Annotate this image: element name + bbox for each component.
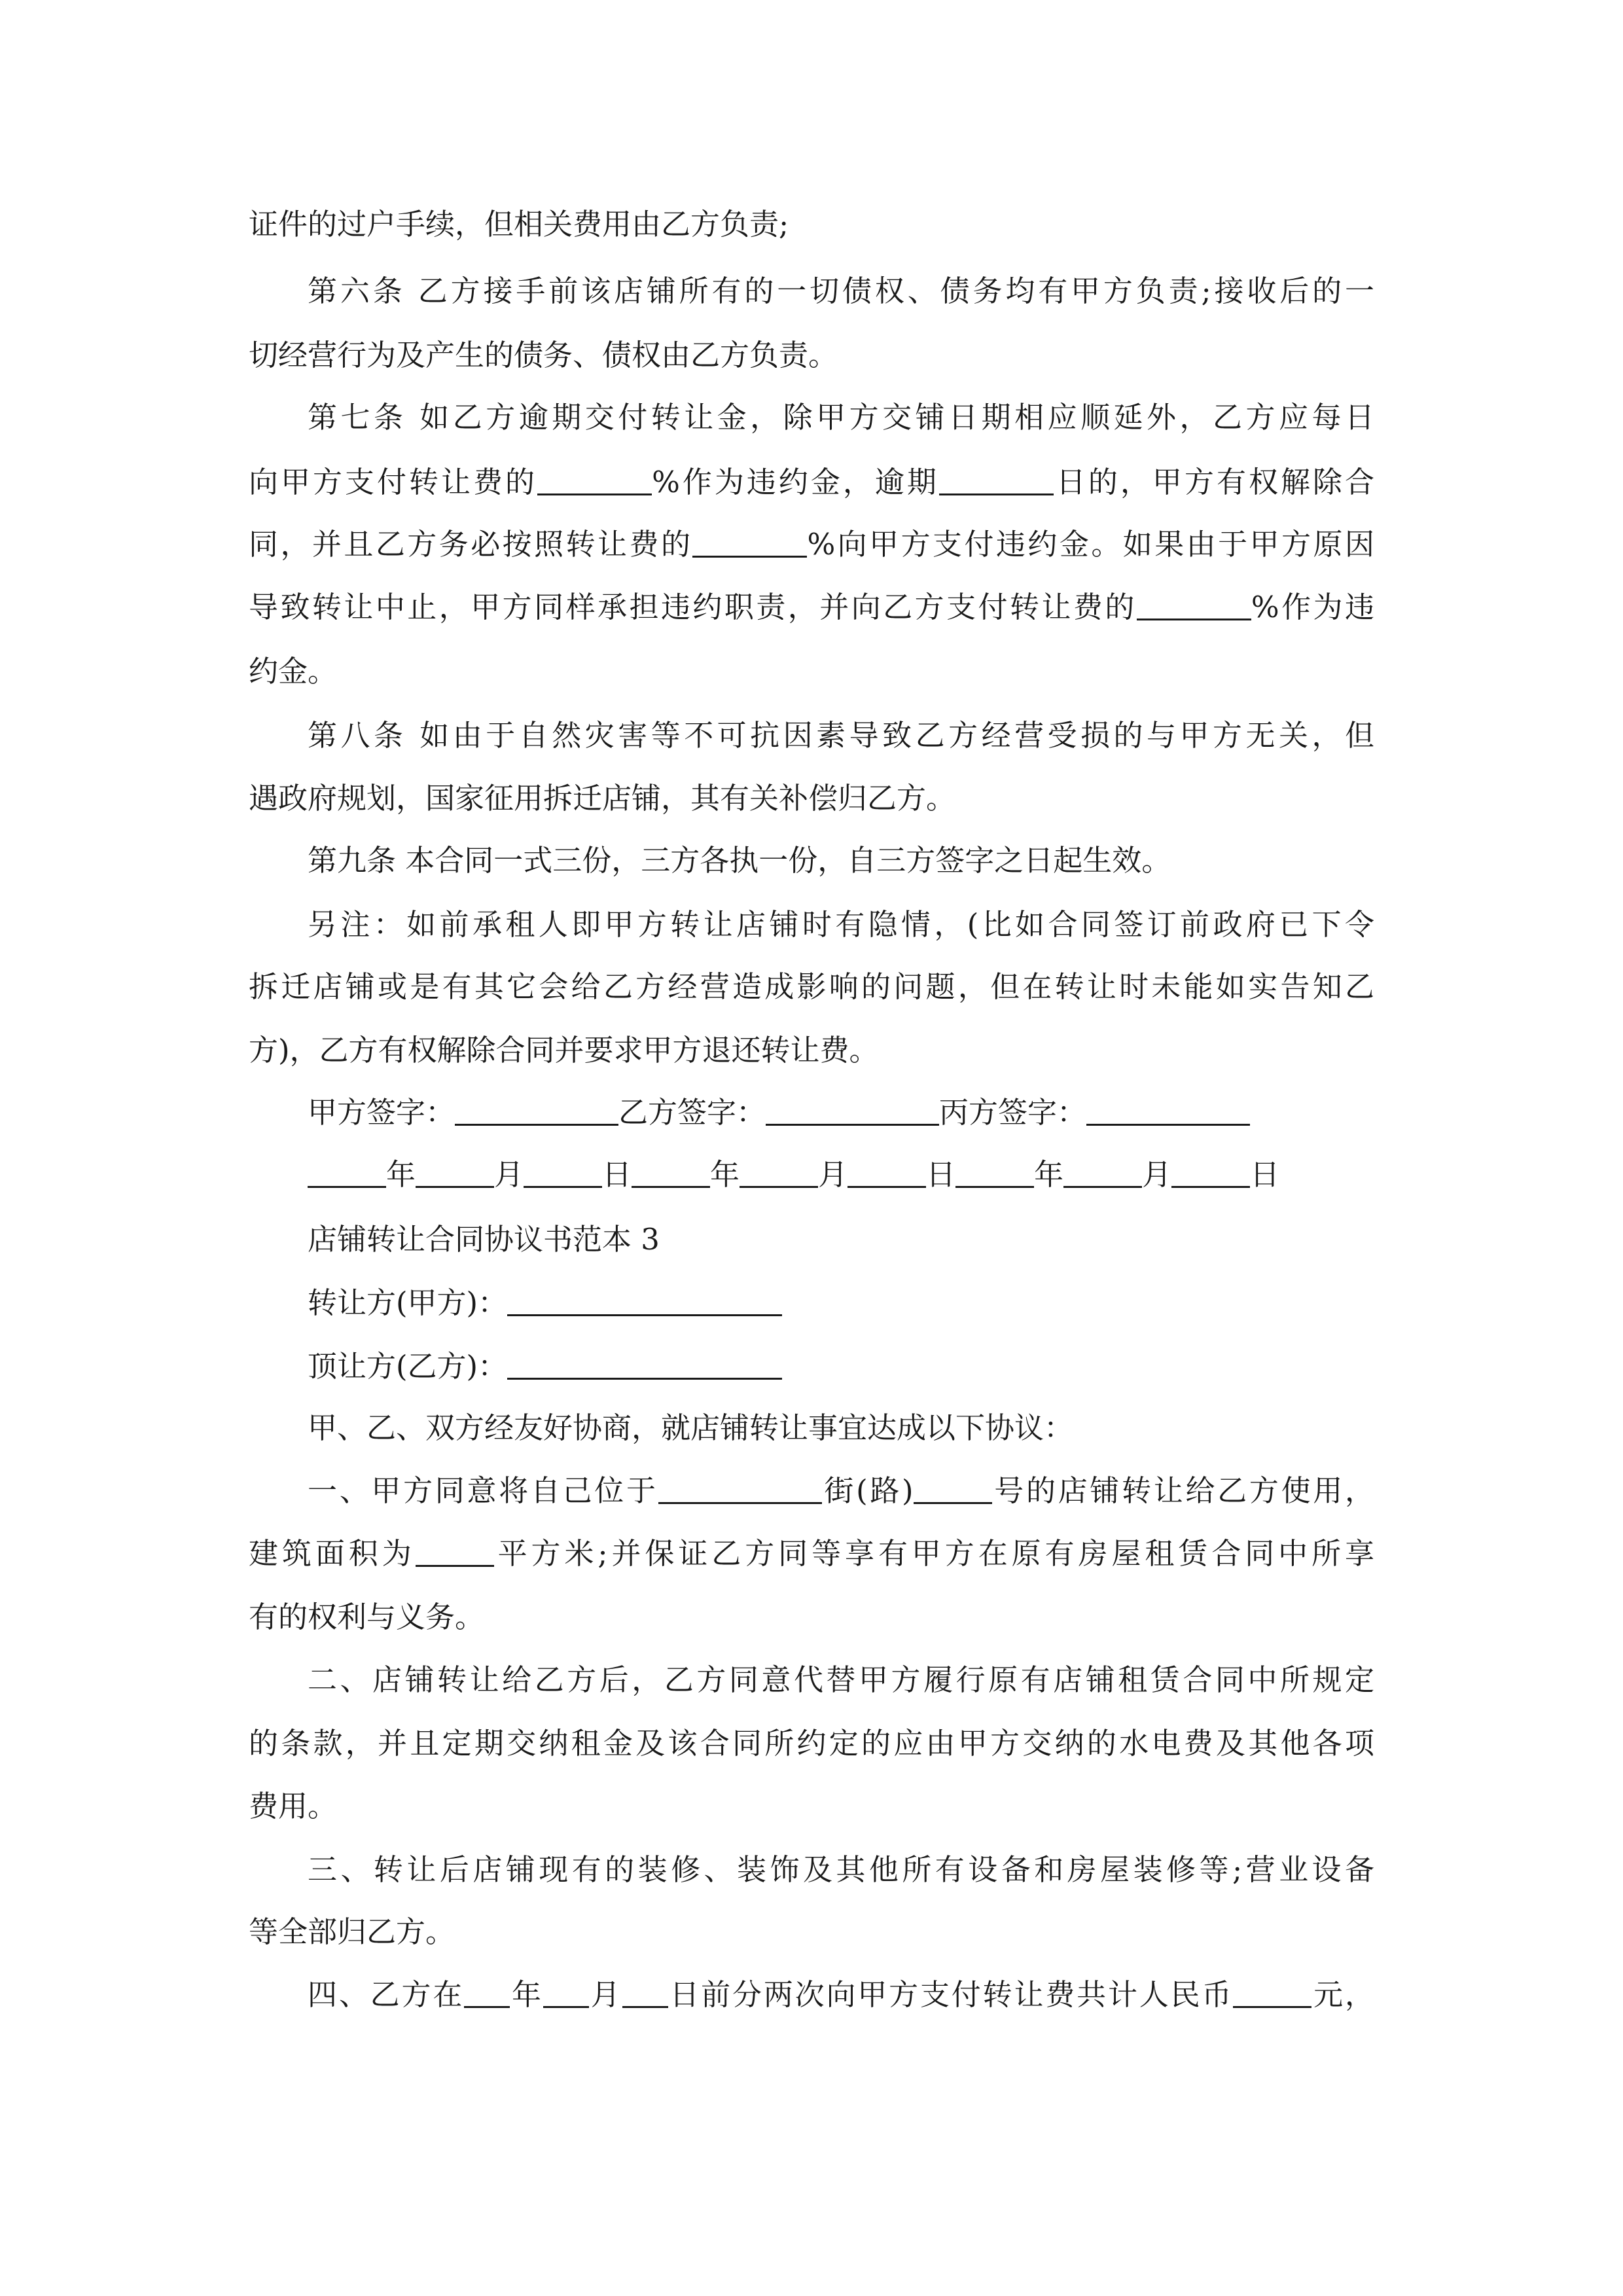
paragraph-text: 甲、乙、双方经友好协商，就店铺转让事宜达成以下协议： xyxy=(308,1410,1074,1445)
fill-blank[interactable] xyxy=(543,1979,589,2009)
text-line xyxy=(0,1272,1623,1335)
clause-3-text: 三、转让后店铺现有的装修、装饰及其他所有设备和房屋装修等;营业设备 xyxy=(308,1852,1374,1887)
paragraph-text: 费用。 xyxy=(249,1789,338,1823)
text-line xyxy=(0,956,1623,1018)
text-line xyxy=(0,451,1623,514)
section-title: 店铺转让合同协议书范本 3 xyxy=(308,1222,660,1257)
fill-blank[interactable] xyxy=(939,466,1054,496)
fill-blank[interactable] xyxy=(740,1158,818,1189)
text-line xyxy=(0,1712,1623,1775)
fill-blank[interactable] xyxy=(692,528,807,558)
text-line xyxy=(0,1839,1623,1901)
text-line xyxy=(0,513,1623,576)
article-6-text: 第六条 乙方接手前该店铺所有的一切债权、债务均有甲方负责;接收后的一 xyxy=(308,274,1374,308)
text-line xyxy=(0,1775,1623,1838)
transferor-row xyxy=(308,1272,782,1335)
fill-blank[interactable] xyxy=(632,1158,710,1189)
date-line xyxy=(0,1143,1623,1206)
text-line xyxy=(0,1586,1623,1649)
text-line xyxy=(0,1964,1623,2026)
fill-blank[interactable] xyxy=(537,466,652,496)
date-row: 年 月 日 年 月 日 年 月 日 xyxy=(308,1143,1279,1206)
fill-blank[interactable] xyxy=(308,1158,386,1189)
transferee-row xyxy=(308,1335,782,1398)
paragraph-text: 的条款，并且定期交纳租金及该合同所约定的应由甲方交纳的水电费及其他各项 xyxy=(249,1726,1374,1761)
paragraph-text: 同，并且乙方务必按照转让费的 %向甲方支付违约金。如果由于甲方原因 xyxy=(249,527,1374,562)
text-line xyxy=(0,893,1623,956)
fill-blank[interactable] xyxy=(847,1158,926,1189)
transferee-field[interactable] xyxy=(507,1350,782,1380)
transferor-label: 转让方(甲方)： xyxy=(308,1285,508,1320)
fill-blank[interactable] xyxy=(464,1979,510,2009)
fill-blank[interactable] xyxy=(524,1158,602,1189)
text-line xyxy=(0,1649,1623,1712)
text-line xyxy=(0,324,1623,387)
paragraph-text: 等全部归乙方。 xyxy=(249,1914,455,1949)
paragraph-text: 切经营行为及产生的债务、债权由乙方负责。 xyxy=(249,338,838,372)
fill-blank[interactable] xyxy=(658,1475,822,1505)
paragraph-text: 证件的过户手续，但相关费用由乙方负责; xyxy=(249,207,789,242)
party-a-signature-label: 甲方签字： xyxy=(308,1095,455,1130)
text-line xyxy=(0,1335,1623,1398)
transferee-label: 顶让方(乙方)： xyxy=(308,1349,508,1384)
fill-blank[interactable] xyxy=(1063,1158,1142,1189)
text-line xyxy=(0,576,1623,639)
party-c-signature-field[interactable] xyxy=(1086,1096,1250,1126)
paragraph-text: 导致转让中止，甲方同样承担违约职责，并向乙方支付转让费的 %作为违 xyxy=(249,590,1374,624)
paragraph-text: 建筑面积为 平方米;并保证乙方同等享有甲方在原有房屋租赁合同中所享 xyxy=(249,1536,1374,1571)
text-line xyxy=(0,640,1623,703)
party-c-signature-label: 丙方签字： xyxy=(939,1095,1087,1130)
text-line xyxy=(0,1208,1623,1271)
text-line xyxy=(0,193,1623,256)
text-line xyxy=(0,1901,1623,1964)
party-b-signature-field[interactable] xyxy=(766,1096,939,1126)
clause-4-text: 四、乙方在 年 月 日前分两次向甲方支付转让费共计人民币 元， xyxy=(308,1977,1374,2012)
text-line xyxy=(0,704,1623,767)
paragraph-text: 向甲方支付转让费的 %作为违约金，逾期 日的，甲方有权解除合 xyxy=(249,465,1374,499)
fill-blank[interactable] xyxy=(914,1475,992,1505)
paragraph-text: 有的权利与义务。 xyxy=(249,1600,485,1634)
fill-blank[interactable] xyxy=(416,1158,494,1189)
fill-blank[interactable] xyxy=(1233,1979,1311,2009)
clause-1-text: 一、甲方同意将自己位于 街(路) 号的店铺转让给乙方使用， xyxy=(308,1473,1374,1508)
text-line xyxy=(0,1397,1623,1460)
text-line xyxy=(0,1522,1623,1585)
paragraph-text: 约金。 xyxy=(249,654,338,689)
fill-blank[interactable] xyxy=(416,1537,494,1568)
text-line xyxy=(0,260,1623,323)
article-8-text: 第八条 如由于自然灾害等不可抗因素导致乙方经营受损的与甲方无关，但 xyxy=(308,718,1374,753)
note-text: 另注：如前承租人即甲方转让店铺时有隐情，(比如合同签订前政府已下令 xyxy=(308,907,1374,942)
fill-blank[interactable] xyxy=(1171,1158,1250,1189)
text-line xyxy=(0,1019,1623,1082)
transferor-field[interactable] xyxy=(507,1287,782,1317)
text-line xyxy=(0,767,1623,830)
paragraph-text: 遇政府规划，国家征用拆迁店铺，其有关补偿归乙方。 xyxy=(249,781,956,816)
paragraph-text: 方)，乙方有权解除合同并要求甲方退还转让费。 xyxy=(249,1033,879,1067)
article-9-text: 第九条 本合同一式三份，三方各执一份，自三方签字之日起生效。 xyxy=(308,843,1171,878)
fill-blank[interactable] xyxy=(955,1158,1034,1189)
signature-row xyxy=(308,1081,1250,1144)
party-a-signature-field[interactable] xyxy=(455,1096,618,1126)
paragraph-text: 拆迁店铺或是有其它会给乙方经营造成影响的问题，但在转让时未能如实告知乙 xyxy=(249,969,1374,1004)
signature-line xyxy=(0,1081,1623,1144)
party-b-signature-label: 乙方签字： xyxy=(618,1095,766,1130)
clause-2-text: 二、店铺转让给乙方后，乙方同意代替甲方履行原有店铺租赁合同中所规定 xyxy=(308,1662,1374,1697)
text-line xyxy=(0,1460,1623,1522)
fill-blank[interactable] xyxy=(1137,591,1251,621)
article-7-text: 第七条 如乙方逾期交付转让金，除甲方交铺日期相应顺延外，乙方应每日 xyxy=(308,400,1374,435)
text-line xyxy=(0,386,1623,449)
fill-blank[interactable] xyxy=(622,1979,668,2009)
text-line xyxy=(0,829,1623,892)
